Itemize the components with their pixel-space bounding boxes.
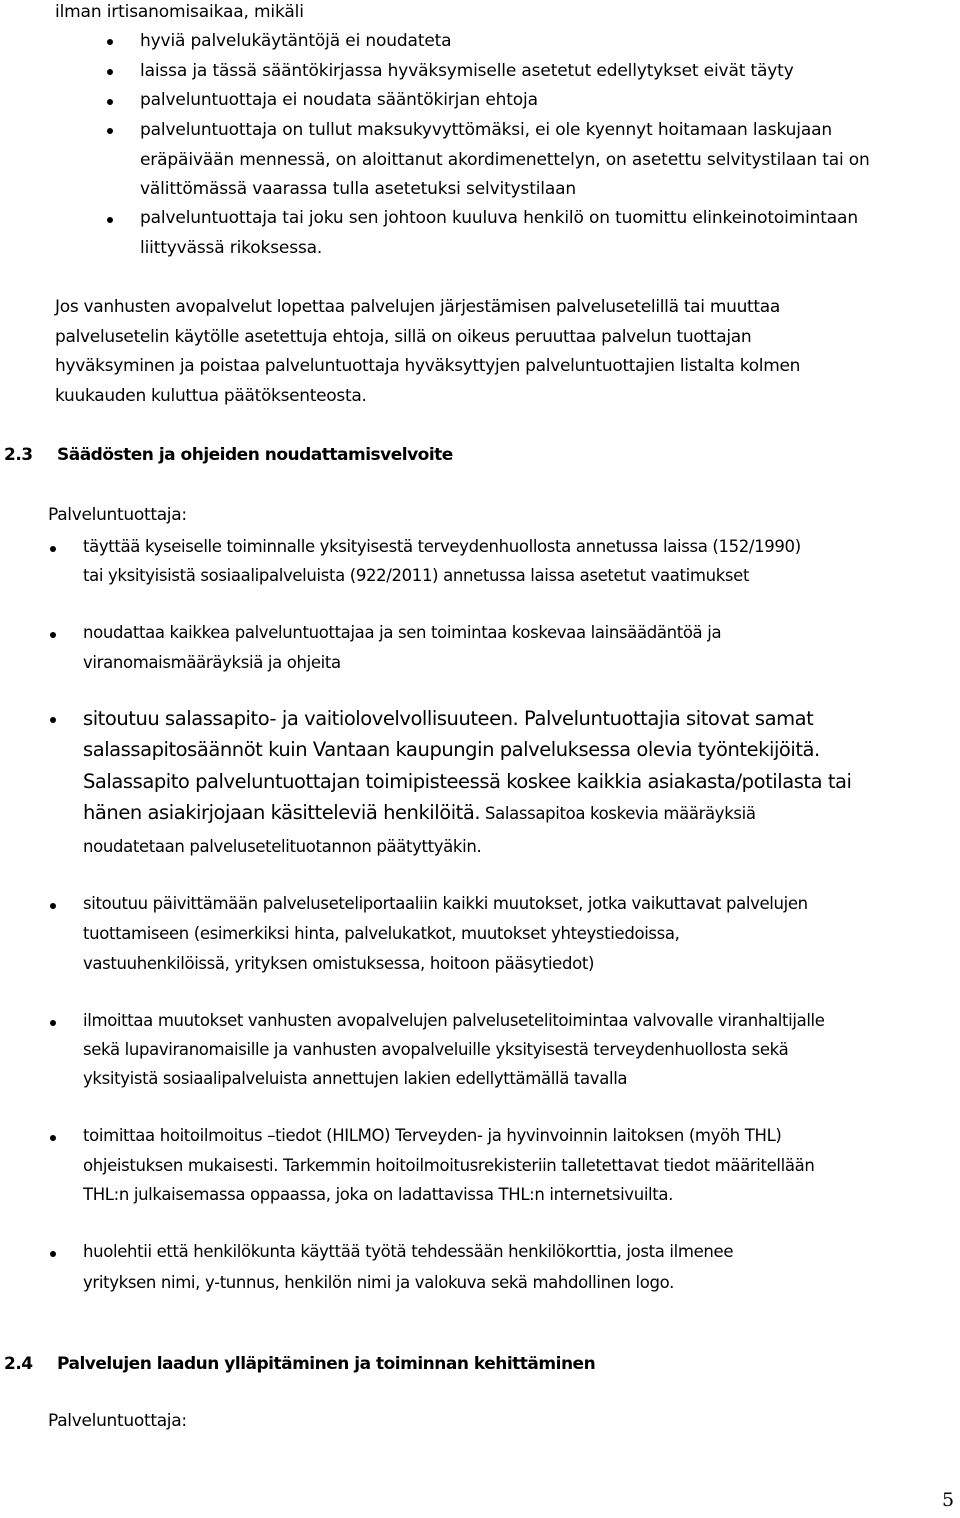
list-item-line: noudattaa kaikkea palveluntuottajaa ja sen toimintaa koskevaa lainsäädäntöä ja <box>83 623 722 642</box>
confidentiality-tail: Salassapitoa koskevia määräyksiä <box>480 804 756 823</box>
bullet-icon <box>50 903 56 909</box>
list-item-line: eräpäivään mennessä, on aloittanut akordimenettelyn, on asetettu selvitystilaan tai on <box>140 150 870 170</box>
section-number: 2.3 <box>4 445 33 465</box>
list-item-line: liittyvässä rikoksessa. <box>140 238 323 258</box>
bullet-icon <box>50 717 56 723</box>
list-item-line: välittömässä vaarassa tulla asetetuksi selvitystilaan <box>140 179 577 199</box>
bullet-icon <box>107 99 113 105</box>
list-item-line: sekä lupaviranomaisille ja vanhusten avopalveluille yksityisestä terveydenhuollosta sekä <box>83 1040 789 1059</box>
bullet-icon <box>50 1020 56 1026</box>
list-item-line: huolehtii että henkilökunta käyttää työtä tehdessään henkilökorttia, josta ilmenee <box>83 1242 734 1261</box>
list-item-line: vastuuhenkilöissä, yrityksen omistuksessa, hoitoon pääsytiedot) <box>83 954 595 973</box>
paragraph-line: palvelusetelin käytölle asetettuja ehtoja, sillä on oikeus peruuttaa palvelun tuottajan <box>55 327 752 347</box>
intro-line: ilman irtisanomisaikaa, mikäli <box>55 2 304 22</box>
section-number: 2.4 <box>4 1354 33 1374</box>
list-item-line: salassapitosäännöt kuin Vantaan kaupungin palveluksessa olevia työntekijöitä. <box>83 738 820 761</box>
list-item-line: Salassapito palveluntuottajan toimipisteessä koskee kaikkia asiakasta/potilasta tai <box>83 770 852 793</box>
paragraph-line: kuukauden kuluttua päätöksenteosta. <box>55 386 367 406</box>
list-item-line: täyttää kyseiselle toiminnalle yksityisestä terveydenhuollosta annetussa laissa (152/1990) <box>83 537 801 556</box>
list-item-line: yrityksen nimi, y-tunnus, henkilön nimi ja valokuva sekä mahdollinen logo. <box>83 1273 674 1292</box>
bullet-icon <box>50 1135 56 1141</box>
list-item-line: tai yksityisistä sosiaalipalveluista (922/2011) annetussa laissa asetetut vaatimukset <box>83 566 750 585</box>
list-item-line <box>83 801 756 824</box>
confidentiality-text: hänen asiakirjojaan käsitteleviä henkilöitä. <box>83 801 481 824</box>
list-item-line: THL:n julkaisemassa oppaassa, joka on ladattavissa THL:n internetsivuilta. <box>83 1185 674 1204</box>
list-item-line: palveluntuottaja on tullut maksukyvyttömäksi, ei ole kyennyt hoitamaan laskujaan <box>140 120 832 140</box>
bullet-icon <box>107 39 113 45</box>
paragraph-line: Jos vanhusten avopalvelut lopettaa palvelujen järjestämisen palvelusetelillä tai muuttaa <box>55 297 781 317</box>
bullet-icon <box>50 1251 56 1257</box>
list-item-line: sitoutuu salassapito- ja vaitiolovelvollisuuteen. Palveluntuottajia sitovat samat <box>83 707 814 730</box>
list-item-line: palveluntuottaja tai joku sen johtoon kuuluva henkilö on tuomittu elinkeinotoimintaan <box>140 208 858 228</box>
list-item-line: sitoutuu päivittämään palveluseteliportaaliin kaikki muutokset, jotka vaikuttavat palvelujen <box>83 894 808 913</box>
list-item: laissa ja tässä sääntökirjassa hyväksymiselle asetetut edellytykset eivät täyty <box>140 61 794 81</box>
provider-label: Palveluntuottaja: <box>48 505 187 525</box>
bullet-icon <box>50 632 56 638</box>
bullet-icon <box>107 69 113 75</box>
list-item-line: ohjeistuksen mukaisesti. Tarkemmin hoitoilmoitusrekisteriin talletettavat tiedot määritellään <box>83 1156 815 1175</box>
list-item-line: viranomaismääräyksiä ja ohjeita <box>83 653 341 672</box>
list-item-line: toimittaa hoitoilmoitus –tiedot (HILMO) Terveyden- ja hyvinvoinnin laitoksen (myöh THL) <box>83 1126 782 1145</box>
section-heading: Säädösten ja ohjeiden noudattamisvelvoite <box>57 445 453 465</box>
provider-label: Palveluntuottaja: <box>48 1411 187 1431</box>
list-item: palveluntuottaja ei noudata sääntökirjan ehtoja <box>140 90 538 110</box>
bullet-icon <box>107 217 113 223</box>
list-item-line: yksityistä sosiaalipalveluista annettujen lakien edellyttämällä tavalla <box>83 1069 628 1088</box>
bullet-icon <box>107 128 113 134</box>
section-heading: Palvelujen laadun ylläpitäminen ja toiminnan kehittäminen <box>57 1354 596 1374</box>
page-number: 5 <box>942 1489 955 1511</box>
paragraph-line: hyväksyminen ja poistaa palveluntuottaja hyväksyttyjen palveluntuottajien listalta kolmen <box>55 356 801 376</box>
list-item-line: noudatetaan palvelusetelituotannon päätyttyäkin. <box>83 837 482 856</box>
list-item: hyviä palvelukäytäntöjä ei noudateta <box>140 31 452 51</box>
list-item-line: ilmoittaa muutokset vanhusten avopalvelujen palvelusetelitoimintaa valvovalle viranhaltijalle <box>83 1011 825 1030</box>
list-item-line: tuottamiseen (esimerkiksi hinta, palvelukatkot, muutokset yhteystiedoissa, <box>83 924 680 943</box>
bullet-icon <box>50 546 56 552</box>
